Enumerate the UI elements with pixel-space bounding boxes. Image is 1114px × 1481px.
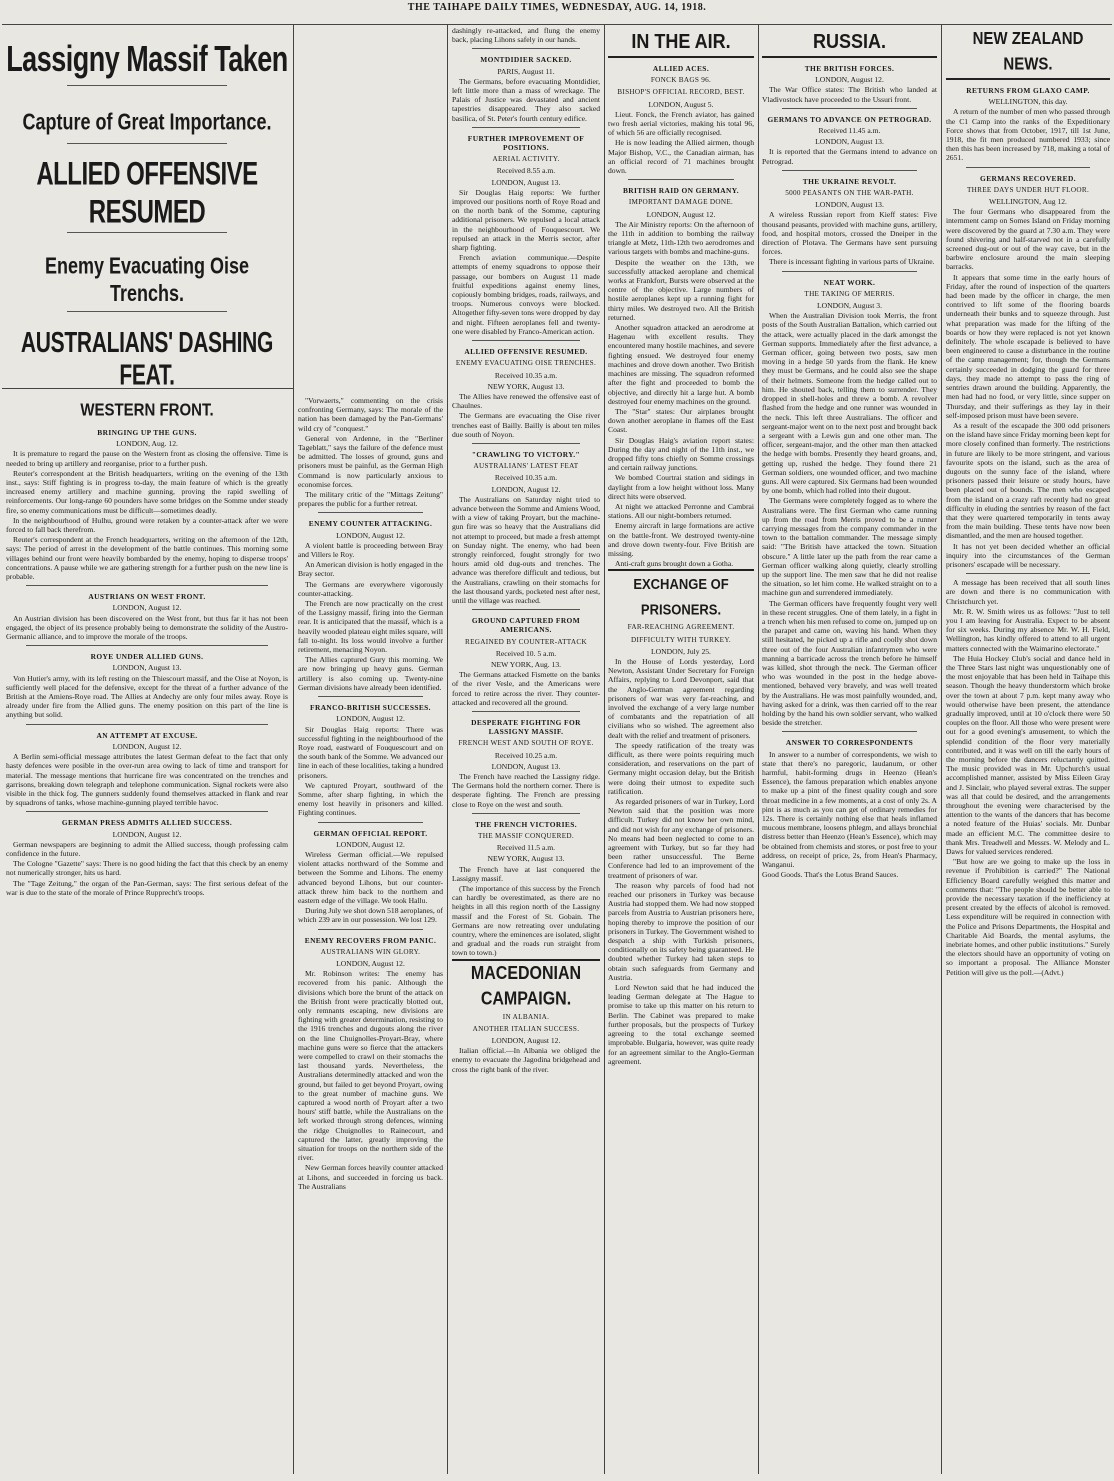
article-paragraph: A message has been received that all south lines are down and there is no communication with Christchurch yet. bbox=[946, 578, 1110, 606]
received-time: Received 10.35 a.m. bbox=[494, 473, 558, 483]
article-paragraph: Lieut. Fonck, the French aviator, has gained two fresh aerial victories, making his total 96, of which 56 are officially recognised. bbox=[608, 109, 754, 138]
article-paragraph: Good Goods. That's the Lotus Brand Sauces. bbox=[762, 870, 899, 880]
section-heading: NEW ZEALAND NEWS. bbox=[972, 29, 1084, 74]
article-paragraph: The French have reached the Lassigny ridge. The Germans hold the northern corner. There is desperate fighting. The French are pressing close to Roye on the west and south. bbox=[452, 772, 600, 809]
column-rule bbox=[604, 24, 605, 1474]
article-heading: BRITISH RAID ON GERMANY. bbox=[622, 186, 740, 196]
article-heading: NEAT WORK. bbox=[823, 277, 876, 287]
article-subheading: AUSTRALIANS' LATEST FEAT bbox=[473, 462, 579, 471]
article-paragraph: Reuter's correspondent at the British headquarters, writing on the evening of the 13th inst., says: Stiff fighting is in progress to-day, the main feature of which is the greatly increased enemy artillery and machine gunning, proving the rapid swelling of reinforcements. Our long-range 60 pounders have some bridges on the Somme under steady fire, so enemy communications must be difficult—sometimes deadly. bbox=[6, 468, 288, 515]
article-heading: THE FRENCH VICTORIES. bbox=[475, 819, 577, 829]
article-paragraph: Despite the weather on the 13th, we successfully attacked aeroplane and chemical works at Frankfort, Bursts were observed at the centre of the objective. Large numbers of hostile aeroplanes kept up a running fight for thirty miles. We destroyed two. All the British returned. bbox=[608, 257, 754, 322]
headline-sub-2: ALLIED OFFENSIVE RESUMED bbox=[36, 156, 258, 231]
lead-rule bbox=[2, 388, 293, 389]
dateline: LONDON, August 13. bbox=[491, 177, 561, 187]
dateline: LONDON, August 12. bbox=[112, 829, 182, 839]
article-paragraph: The Australians on Saturday night tried to advance between the Somme and Amiens Wood, with a view of taking Proyart, but the machine-gun fire was so heavy that the Australians did not attempt to proceed, but made a fresh attempt on Sunday night. The enemy, who had been strongly reinforced, fought strongly for two hours amid old dug-outs and trenches. The advance was therefore difficult and tedious, but the Australians, crawling on their stomachs for the last thousand yards, pocketed nest after nest, until the village was reached. bbox=[452, 494, 600, 605]
column-rule bbox=[293, 24, 294, 1474]
article-paragraph: The Germans are everywhere vigorously counter-attacking. bbox=[298, 579, 443, 598]
dateline: LONDON, August 13. bbox=[815, 200, 884, 210]
article-paragraph: A wireless Russian report from Kieff states: Five thousand peasants, provided with machine guns, artillery, food, and hospital motors, crossed the Dneiper in the direction of Plotava. The Germans have sent pursuing forces. bbox=[762, 210, 937, 257]
article-paragraph: The Air Ministry reports: On the afternoon of the 11th in addition to bombing the railway triangle at Metz, 11th-12th two aerodromes and various targets with bombs and machine-guns. bbox=[608, 219, 754, 257]
article-heading: GERMANS TO ADVANCE ON PETROGRAD. bbox=[767, 114, 932, 124]
article-subheading: THE MASSIF CONQUERED. bbox=[478, 832, 574, 841]
article-paragraph: The German officers have frequently fought very well in these recent struggles. One of them lately, in a fight in a trench when his men refused to come on, jumped up on the parapet and came on, waving his hand. When they still hesitated, he picked up a rifle and coolly shot down three out of the four Australian infantrymen who were manning a barricade across the trench before he himself was killed, shot through the neck. The German officer who was wounded in the post in the hedge above-mentioned, behaved very bravely, and was well treated by the Australians. He was most painfully wounded, and, having asked for a drink, was then carried off to the rear holding by the hand his own soldier servant, who walked beside the stretcher. bbox=[762, 598, 937, 728]
article-heading: "CRAWLING TO VICTORY." bbox=[471, 449, 581, 459]
article-paragraph: General von Ardenne, in the "Berliner Tageblatt," says the failure of the defence must be admitted. The losses of ground, guns and prisoners must be painful, as the German High Command is now particularly anxious to economise forces. bbox=[298, 433, 443, 489]
dateline: LONDON, July 25. bbox=[651, 646, 711, 656]
column-1 bbox=[6, 396, 288, 1474]
section-heading: EXCHANGE OF PRISONERS. bbox=[633, 575, 729, 619]
article-paragraph: As regarded prisoners of war in Turkey, Lord Newton said that the position was more difficult. Turkey did not know her own mind, and did not wish for any exchange of prisoners. No means had been neglected to come to an agreement with Turkey, but so far they had been rather unsuccessful. The Berne Conference had led to an improvement of the treatment of prisoners of war. bbox=[608, 797, 754, 880]
dateline: LONDON, August 12. bbox=[112, 603, 182, 613]
section-heading: MACEDONIAN CAMPAIGN. bbox=[470, 963, 582, 1009]
lead-headlines bbox=[6, 26, 288, 388]
article-subheading: ANOTHER ITALIAN SUCCESS. bbox=[472, 1024, 580, 1033]
column-7 bbox=[946, 26, 1110, 1474]
article-paragraph: The Allies have renewed the offensive east of Chaulnes. bbox=[452, 391, 600, 411]
article-paragraph: When the Australian Division took Merris, the front posts of the South Australian Battalion, which carried out the attack, were actually placed in the dark amongst the German supports. Immediately after the first advance, a German officer, going between two posts, saw men moving in a hedge 50 yards from the flank. He knew they must be Germans, and he could also see the shape of their helmets. Someone from the hedge called out to him. He shouted back, telling them to surrender. They dropped in shell-holes and threw a bomb. A revolver flashed from the hedge and one runner was wounded in the neck. This left three Australians. The officer and sergeant-major went on to the next post and brought back a sergeant with a Lewis gun and one other man. The officer, sergeant-major, and the other man then attacked the hedge with bombs. Presently they heard groans, and, getting up, rushed the hedge. They found there 21 German soldiers, one wounded officer, and two machine guns. All were captured. Six Germans had been wounded by one bomb, which had rolled into their dugout. bbox=[762, 311, 937, 496]
received-time: Received 10.35 a.m. bbox=[494, 370, 558, 380]
dateline: LONDON, Aug. 12. bbox=[116, 439, 178, 449]
article-paragraph: The French are now practically on the crest of the Lassigny massif, firing into the German rear. It is anticipated that the massif, which is a heavily wooded plateau eight miles square, will fall to-night. Its loss would involve a further retirement, menacing Noyon. bbox=[298, 599, 443, 655]
article-paragraph: As a result of the escapade the 300 odd prisoners on the island have since Friday morning been kept for more closely confined than formerly. The restrictions in future are likely to be more stringent, and various favourite spots on the island, such as the area of dugouts on the sunny face of the island, where prisoners passed their leisure or study hours, have been placed out of bounds. The men who escaped from the island on a crazy raft recently had no great difficulty in eluding the sentries by reason of the fact that they were quartered temporarily in tents away from the main building. These tents have now been dismantled, and the men are housed together. bbox=[946, 420, 1110, 541]
article-subheading: ENEMY EVACUATING OISE TRENCHES. bbox=[455, 359, 597, 368]
article-paragraph: An American division is hotly engaged in the Bray sector. bbox=[298, 560, 443, 579]
article-heading: ENEMY COUNTER ATTACKING. bbox=[308, 519, 433, 529]
headline-sub-1: Capture of Great Importance. bbox=[22, 108, 272, 135]
article-heading: FURTHER IMPROVEMENT OF POSITIONS. bbox=[467, 133, 585, 153]
article-paragraph: (The importance of this success by the French can hardly be overestimated, as there are no heights in all this region north of the Lassigny massif and the Forest of St. Gobain. The Germans are now retreating over undulating country, where the eminences are isolated, slight and gradual and the roads run straight from town to town.) bbox=[452, 884, 600, 958]
dateline: LONDON, August 12. bbox=[112, 741, 182, 751]
article-paragraph: The Germans attacked Fismette on the banks of the river Vesle, and the Americans were forced to retire across the river. They counter-attacked and recovered all the ground. bbox=[452, 670, 600, 707]
article-subheading: FONCK BAGS 96. bbox=[650, 76, 712, 85]
article-paragraph: The War Office states: The British who landed at Vladivostock have proceeded to the Ussuri front. bbox=[762, 85, 937, 104]
article-subheading: THE TAKING OF MERRIS. bbox=[804, 289, 895, 298]
article-paragraph: It is reported that the Germans intend to advance on Petrograd. bbox=[762, 147, 937, 166]
article-paragraph: Italian official.—In Albania we obliged the enemy to evacuate the Jagodina bridgehead and cross the right bank of the river. bbox=[452, 1046, 600, 1074]
article-subheading: DIFFICULTY WITH TURKEY. bbox=[630, 635, 731, 644]
article-paragraph: Anti-craft guns brought down a Gotha. bbox=[615, 559, 734, 569]
headline-main: Lassigny Massif Taken bbox=[6, 38, 288, 80]
article-paragraph: He is now leading the Allied airmen, though Major Bishop, V.C., the Canadian airman, has an official record of 71 machines brought down. bbox=[608, 138, 754, 176]
article-paragraph: An Austrian division has been discovered on the West front, but thus far it has not been engaged, the object of its presence probably being to demonstrate the solidity of the Austro-Germanic alliance, and to improve the morale of the troops. bbox=[6, 613, 288, 642]
article-paragraph: The Germans were completely fogged as to where the Australians were. The first German who came running up from the road from Merris proved to be a runner carrying messages from the company commander in the town to the battalion commander. The message simply said: "The British have attacked the town. Situation obscure." A little later up the path from the rear came a German officer walking along quietly, clearly strolling up the support line. The men saw that he did not realise the situation, so let him come. He walked straight on to a machine gun and surrendered immediately. bbox=[762, 496, 937, 598]
dateline: LONDON, August 12. bbox=[491, 484, 561, 494]
article-subheading: THREE DAYS UNDER HUT FLOOR. bbox=[966, 185, 1090, 194]
article-subheading: IMPORTANT DAMAGE DONE. bbox=[628, 198, 734, 207]
article-heading: AUSTRIANS ON WEST FRONT. bbox=[88, 592, 206, 602]
article-paragraph: The "Star" states: Our airplanes brought down another aeroplane in flames off the East Coast. bbox=[608, 406, 754, 435]
article-paragraph: In the neighbourhood of Hulhu, ground were retaken by a counter-attack after we were forced to fall back therefrom. bbox=[6, 515, 288, 535]
article-subheading: FRENCH WEST AND SOUTH OF ROYE. bbox=[458, 739, 594, 748]
article-paragraph: In the House of Lords yesterday, Lord Newton, Assistant Under Secretary for Foreign Affairs, replying to Lord Devonport, said that the Anglo-German agreement regarding prisoners of war was very far-reaching, and involved the exchange of a very large number of combatants and the repatriation of all civilians who so wished. The agreement also dealt with the relief and treatment of prisoners. bbox=[608, 656, 754, 740]
article-paragraph: The French have at last conquered the Lassigny massif. bbox=[452, 864, 600, 883]
article-heading: ANSWER TO CORRESPONDENTS bbox=[785, 738, 914, 748]
article-heading: AN ATTEMPT AT EXCUSE. bbox=[96, 730, 198, 740]
column-6 bbox=[762, 26, 937, 1474]
article-heading: GERMAN PRESS ADMITS ALLIED SUCCESS. bbox=[61, 818, 233, 828]
article-subheading: AERIAL ACTIVITY. bbox=[492, 155, 560, 164]
article-paragraph: The Allies captured Gury this morning. We are now bringing up heavy guns. German artillery is also coming up. Twenty-nine German divisions have already been identified. bbox=[298, 655, 443, 692]
article-heading: GERMAN OFFICIAL REPORT. bbox=[313, 828, 428, 838]
column-4b bbox=[608, 26, 754, 1474]
article-heading: GERMANS RECOVERED. bbox=[980, 173, 1076, 183]
dateline: LONDON, August 12. bbox=[336, 958, 405, 968]
article-paragraph: French aviation communique.—Despite attempts of enemy squadrons to oppose their passage, our bombers on August 11 made fruitful expeditions against enemy lines, copiously bombing bridges, roads, railways, and troops. Numerous convoys were blocked. Altogether fifty-seven tons were dropped by day and night. Fifteen aeroplanes fell and twenty-one were disabled by Franco-American action. bbox=[452, 253, 600, 336]
article-paragraph: It is premature to regard the pause on the Western front as closing the offensive. Time is needed to bring up artillery and reorganise, prior to a further push. bbox=[6, 449, 288, 468]
article-subheading: REGAINED BY COUNTER-ATTACK bbox=[465, 637, 587, 646]
dateline: LONDON, August 12. bbox=[646, 209, 716, 219]
dateline: LONDON, August 13. bbox=[112, 663, 182, 673]
article-paragraph: The Cologne "Gazette" says: There is no good hiding the fact that this check by an enemy not numerically stronger, hits us hard. bbox=[6, 859, 288, 878]
column-2 bbox=[298, 26, 443, 1474]
dateline: LONDON, August 5. bbox=[648, 99, 714, 109]
article-paragraph: At night we attacked Perronne and Cambrai stations. All our night-bombers returned. bbox=[608, 501, 754, 521]
received-time: Received 8.55 a.m. bbox=[496, 166, 556, 176]
column-rule bbox=[758, 24, 759, 1474]
article-paragraph: We bombed Courtrai station and sidings in daylight from a low height without loss. Many direct hits were observed. bbox=[608, 473, 754, 501]
article-paragraph: Wireless German official.—We repulsed violent attacks northward of the Somme and between the Somme and Lihons. The enemy advanced beyond Lihons, but our counter-attack threw him back to the northern and eastern edge of the village. We took Hallu. bbox=[298, 849, 443, 905]
article-paragraph: The four Germans who disappeared from the internment camp on Somes Island on Friday morning were discovered by the guard at 7.30 a.m. They were found shivering and half-starved not in a carefully screened dug-out or out of the way cave, but in the barbwire enclosure around the main sleeping barracks. bbox=[946, 207, 1110, 272]
article-paragraph: Reuter's correspondent at the French headquarters, writing on the afternoon of the 12th, says: The period of arrest in the development of the battle continues. This morning some villages behind our front were heavily bombarded by the enemy, hoping to disperse troops' concentrations. A pause while we are gathering strength for a further push on the new line is probable. bbox=[6, 535, 288, 582]
article-heading: RETURNS FROM GLAXO CAMP. bbox=[966, 86, 1090, 95]
section-heading: RUSSIA. bbox=[812, 29, 886, 53]
article-subheading: FAR-REACHING AGREEMENT. bbox=[627, 623, 735, 632]
dateline: LONDON, August 12. bbox=[336, 714, 405, 724]
article-paragraph: The reason why parcels of food had not reached our prisoners in Turkey was because Austria had stopped them. We had now stopped parcels from Austria to Austrian prisoners here, hoping thereby to improve the position of our prisoners in Turkey. The Government wished to despatch a ship with Turkish prisoners, conditionally on its safety being guaranteed. He doubted whether Turkey had taken steps to obtain such safeguards from Germany and Austria. bbox=[608, 880, 754, 982]
column-rule bbox=[447, 24, 448, 1474]
article-subheading: IN ALBANIA. bbox=[502, 1012, 550, 1021]
article-paragraph: Another squadron attacked an aerodrome at Hagenau with excellent results. They encountered many hostile machines, and severe fighting ensued. We destroyed four enemy machines and drove down another. Two British machines are missing. The squadron reformed after the fight and proceeded to bomb the objective, and directly hit a large hut. A bomb destroyed four enemy machines on the ground. bbox=[608, 323, 754, 406]
received-time: Received 10. 5 a.m. bbox=[495, 648, 557, 658]
article-paragraph: "But how are we going to make up the loss in revenue if Prohibition is carried?" The National Efficiency Board carefully weighed this matter and comments that: "The people should be better able to provide the necessary taxation if the inefficiency at present created by the effects of alcohol is removed. Less expenditure will be required in connection with the Police and Prisons Departments, the Hospital and Charitable Aid Boards, the mental asylums, the inebriate homes, and other public institutions." Surely the electors should have an opportunity of voting on so important a proposal. The Alliance Monster Petition will give us the poll.—(Advt.) bbox=[946, 857, 1110, 977]
article-paragraph: Mr. R. W. Smith wires us as follows: "Just to tell you I am leaving for Australia. Expect to be absent for six weeks. During my absence Mr. W. H. Field, Wellington, has kindly offered to attend to all urgent matters connected with the Waimarino electorate." bbox=[946, 606, 1110, 653]
article-paragraph: Sir Douglas Haig reports: There was successful fighting in the neighbourhood of the Roye road, eastward of Fouquescourt and on the south bank of the Somme. We advanced our line in each of these localities, taking a hundred prisoners. bbox=[298, 724, 443, 780]
article-paragraph: In answer to a number of correspondents, we wish to state that there's no paregoric, laudanum, or other harmful, habit-forming drugs in Heenzo (Hean's Essence), the famous preparation which enables anyone to make up a pint of the finest quality cough and sore throat medicine in a few moments, at a cost of only 2s. A pint is as much as you can get of ordinary remedies for 12s. There is certainly nothing else that heals inflamed mucous membrane, loosens phlegm, and allays bronchial distress better than Heenzo (Hean's Essence), which may be obtained from chemists and stores, or post free to your address, on receipt of price, 2s, from Hean's Pharmacy, Wanganui. bbox=[762, 749, 937, 870]
dateline: NEW YORK, Aug. 13. bbox=[490, 659, 562, 669]
article-heading: ALLIED ACES. bbox=[652, 64, 710, 73]
article-paragraph: Sir Douglas Haig's aviation report states: During the day and night of the 11th inst., we dropped fifty tons chiefly on Somme crossings and certain railway junctions. bbox=[608, 435, 754, 473]
received-time: Received 11.45 a.m. bbox=[818, 126, 881, 136]
article-heading: DESPERATE FIGHTING FOR LASSIGNY MASSIF. bbox=[471, 718, 581, 737]
dateline: NEW YORK, August 13. bbox=[487, 381, 565, 391]
article-subheading: AUSTRALIANS WIN GLORY. bbox=[320, 947, 421, 956]
article-paragraph: The Germans, before evacuating Montdidier, left little more than a mass of wreckage. The Palais of Justice was devastated and ancient tapestries disappeared. They also sacked basilica, of St. Peter's fourth century edifice. bbox=[452, 76, 600, 123]
headline-sub-4: AUSTRALIANS' DASHING FEAT. bbox=[20, 327, 274, 388]
article-paragraph: The Huia Hockey Club's social and dance held in the Three Stars last night was unquestionably one of the most enjoyable that has been held in Taihape this season. Though the heavy thunderstorm which broke over the town at about 7 p.m. kept many away who would otherwise have been present, the attendance gradually improved, until at 10 o'clock there were 50 couples on the floor. All those who were present were out for a good evening's amusement, to which the splendid condition of the floor very materially contributed, and it was well on till the early hours of the morning before the dancers reluctantly quitted. The music provided was in Mr. Upchurch's usual accomplished manner, assisted by Miss Eileen Gray and J. Sinclair, who played several extras. The supper was all that could be desired, and the arrangements throughout the evening were characterised by the attention to the wants of the dancers that has become a noted feature of the Huias' socials. Mr. Dunbar made an efficient M.C. The committee desire to thank Mrs. Treadwell and Messrs. W. Melody and L. Daws for valued services rendered. bbox=[946, 653, 1110, 857]
article-paragraph: We captured Proyart, southward of the Somme, after sharp fighting, in which the enemy lost heavily in prisoners and killed. Fighting continues. bbox=[298, 780, 443, 818]
article-paragraph: It appears that some time in the early hours of Friday, after the round of inspection of the quarters had been made by the officer in charge, the men contrived to lift some of the flooring boards underneath their bunks and to squeeze through. Just what preparation was made for the lifting of the boards or how they were replaced is not yet known definitely. The whole escapade is believed to have been engineered to cause a disturbance in the routine of the camp management; for, though the Germans certainly succeeded in dodging the guard for three days, they made no attempt to pass the ring of sentries drawn around the building. Apparently, the men had had no food, or very little, since supper on Thursday, and their sufferings as they lay in their self-imposed prison must have been severe. bbox=[946, 272, 1110, 420]
article-paragraph: Mr. Robinson writes: The enemy has recovered from his panic. Although the divisions which bore the brunt of the attack on the British front were practically blotted out, only remnants escaping, new divisions are fighting with greater determination, resisting to the 1916 trenches and dugouts along the river on the line Chuignolles-Proyart-Bray, where machine guns were so fierce that the attackers were compelled to crawl on their stomachs the last thousand yards. Nevertheless, the Australians determinedly attacked and won the ground, but failed to get beyond Proyart, owing to the great number of machine guns. We captured a wood north of Proyart after a two hours' stiff battle, while the Australians on the left worked through strong defences, winning the ridge Chuignolles to Rainecourt, and captured the latter, greatly improving the situation for troops on the northern side of the river. bbox=[298, 969, 443, 1163]
article-heading: MONTDIDIER SACKED. bbox=[480, 55, 572, 65]
dateline: LONDON, August 12. bbox=[336, 530, 405, 540]
article-heading: ALLIED OFFENSIVE RESUMED. bbox=[464, 347, 588, 357]
article-paragraph: A return of the number of men who passed through the C1 Camp into the ranks of the Expeditionary Force shows that from October, 1917, till 1st June, 1918, the fit men produced numbered 1933; since then this has been increased by 718, making a total of 2651. bbox=[946, 107, 1110, 163]
article-paragraph: dashingly re-attacked, and flung the enemy back, placing Lihons safely in our hands. bbox=[452, 26, 600, 45]
article-subheading: 5000 PEASANTS ON THE WAR-PATH. bbox=[785, 189, 914, 198]
dateline: LONDON, August 13. bbox=[815, 137, 884, 147]
dateline: LONDON, August 12. bbox=[815, 75, 884, 85]
article-paragraph: The "Tage Zeitung," the organ of the Pan-German, says: The first serious defeat of the war is due to the state of the morale of Prince Rupprecht's troops. bbox=[6, 878, 288, 897]
dateline: PARIS, August 11. bbox=[497, 66, 555, 76]
article-heading: BRINGING UP THE GUNS. bbox=[97, 428, 197, 437]
dateline: LONDON, August 13. bbox=[491, 761, 561, 771]
article-paragraph: Von Hutier's army, with its left resting on the Thiescourt massif, and the Oise at Noyon, is sufficiently well placed for the defensive, except for the threat of a further advance of the British at the Amiens-Roye road. The Allies at Andechy are only four miles away. Roye is already under fire from the Allied guns. The enemy position on this part of the line is anything but solid. bbox=[6, 673, 288, 720]
article-paragraph: Lord Newton said that he had induced the leading German delegate at The Hague to promise to take up this matter on his return to Berlin. The Cabinet was prepared to make further proposals, but the prospects of Turkey agreeing to the total exchange seemed improbable. Bulgaria, however, was quite ready for an agreement similar to the Anglo-German agreement. bbox=[608, 983, 754, 1066]
article-paragraph: It has not yet been decided whether an official inquiry into the circumstances of the German prisoners' escapade will be necessary. bbox=[946, 541, 1110, 569]
article-paragraph: A Berlin semi-official message attributes the latest German defeat to the fact that only hasty defences were posible in the over-run area owing to lack of time and transport for material. The message mentions that hurricane fire was concentrated on the trenches and garrisons, breaking down telegraph and telephone communication. Signal rockets were also visible in the thick fog. The gunners suddenly found themselves attacked in flank and rear by squadrons of tanks, whose machine-gunning played terrible havoc. bbox=[6, 752, 288, 808]
article-paragraph: "Vorwaerts," commenting on the crisis confronting Germany, says: The morale of the nation has been damaged by the Pan-Germans' wild cry of "conquest." bbox=[298, 396, 443, 433]
headline-sub-3: Enemy Evacuating Oise Trenchs. bbox=[44, 252, 250, 306]
article-heading: FRANCO-BRITISH SUCCESSES. bbox=[310, 703, 431, 713]
article-heading: ENEMY RECOVERS FROM PANIC. bbox=[304, 935, 437, 945]
article-paragraph: During July we shot down 518 aeroplanes, of which 239 are in our possession. We lost 129. bbox=[298, 906, 443, 925]
column-3 bbox=[452, 26, 600, 1474]
section-heading: IN THE AIR. bbox=[631, 29, 731, 53]
article-paragraph: A violent battle is proceeding between Bray and Villers le Roy. bbox=[298, 540, 443, 560]
article-paragraph: Enemy aircraft in large formations are active on the battle-front. We destroyed twenty-nine and drove down twenty-four. Five British are missing. bbox=[608, 521, 754, 558]
section-heading: WESTERN FRONT. bbox=[80, 400, 214, 421]
received-time: Received 10.25 a.m. bbox=[494, 750, 558, 760]
dateline: WELLINGTON, this day. bbox=[988, 97, 1068, 107]
dateline: LONDON, August 3. bbox=[817, 301, 882, 311]
article-paragraph: German newspapers are beginning to admit the Allied success, though professing calm confidence in the future. bbox=[6, 839, 288, 858]
article-paragraph: New German forces heavily counter attacked at Lihons, and succeeded in forcing us back. The Australians bbox=[298, 1163, 443, 1191]
article-paragraph: There is incessant fighting in various parts of Ukraine. bbox=[769, 257, 935, 267]
masthead: THE TAIHAPE DAILY TIMES, WEDNESDAY, AUG. 14, 1918. bbox=[407, 2, 707, 13]
dateline: WELLINGTON, Aug 12. bbox=[989, 197, 1067, 207]
article-subheading: BISHOP'S OFFICIAL RECORD, BEST. bbox=[617, 88, 745, 97]
column-rule bbox=[941, 24, 942, 1474]
article-paragraph: Sir Douglas Haig reports: We further improved our positions north of Roye Road and on the north bank of the Somme, capturing additional prisoners. We repulsed a local attack in the neighbourhood of Fouquescourt. We repulsed an attack in the Merris sector, after sharp fighting. bbox=[452, 187, 600, 253]
dateline: NEW YORK, August 13. bbox=[487, 854, 565, 864]
dateline: LONDON, August 12. bbox=[491, 1036, 561, 1046]
article-heading: THE UKRAINE REVOLT. bbox=[802, 176, 897, 186]
article-paragraph: The speedy ratification of the treaty was difficult, as there were points requiring much consideration, and reservations on the part of Germany might occasion delay, but the British were doing their utmost to expedite such ratification. bbox=[608, 740, 754, 796]
article-paragraph: The Germans are evacuating the Oise river trenches east of Bailly. Bailly is about ten miles due south of Noyon. bbox=[452, 411, 600, 439]
article-paragraph: The military critic of the "Mittags Zeitung" prepares the public for a further retreat. bbox=[298, 490, 443, 509]
article-heading: THE BRITISH FORCES. bbox=[804, 64, 895, 73]
article-heading: GROUND CAPTURED FROM AMERICANS. bbox=[471, 616, 581, 635]
article-heading: ROYE UNDER ALLIED GUNS. bbox=[90, 652, 204, 662]
dateline: LONDON, August 12. bbox=[336, 839, 405, 849]
received-time: Received 11.5 a.m. bbox=[496, 843, 556, 853]
masthead-rule bbox=[2, 24, 1112, 25]
